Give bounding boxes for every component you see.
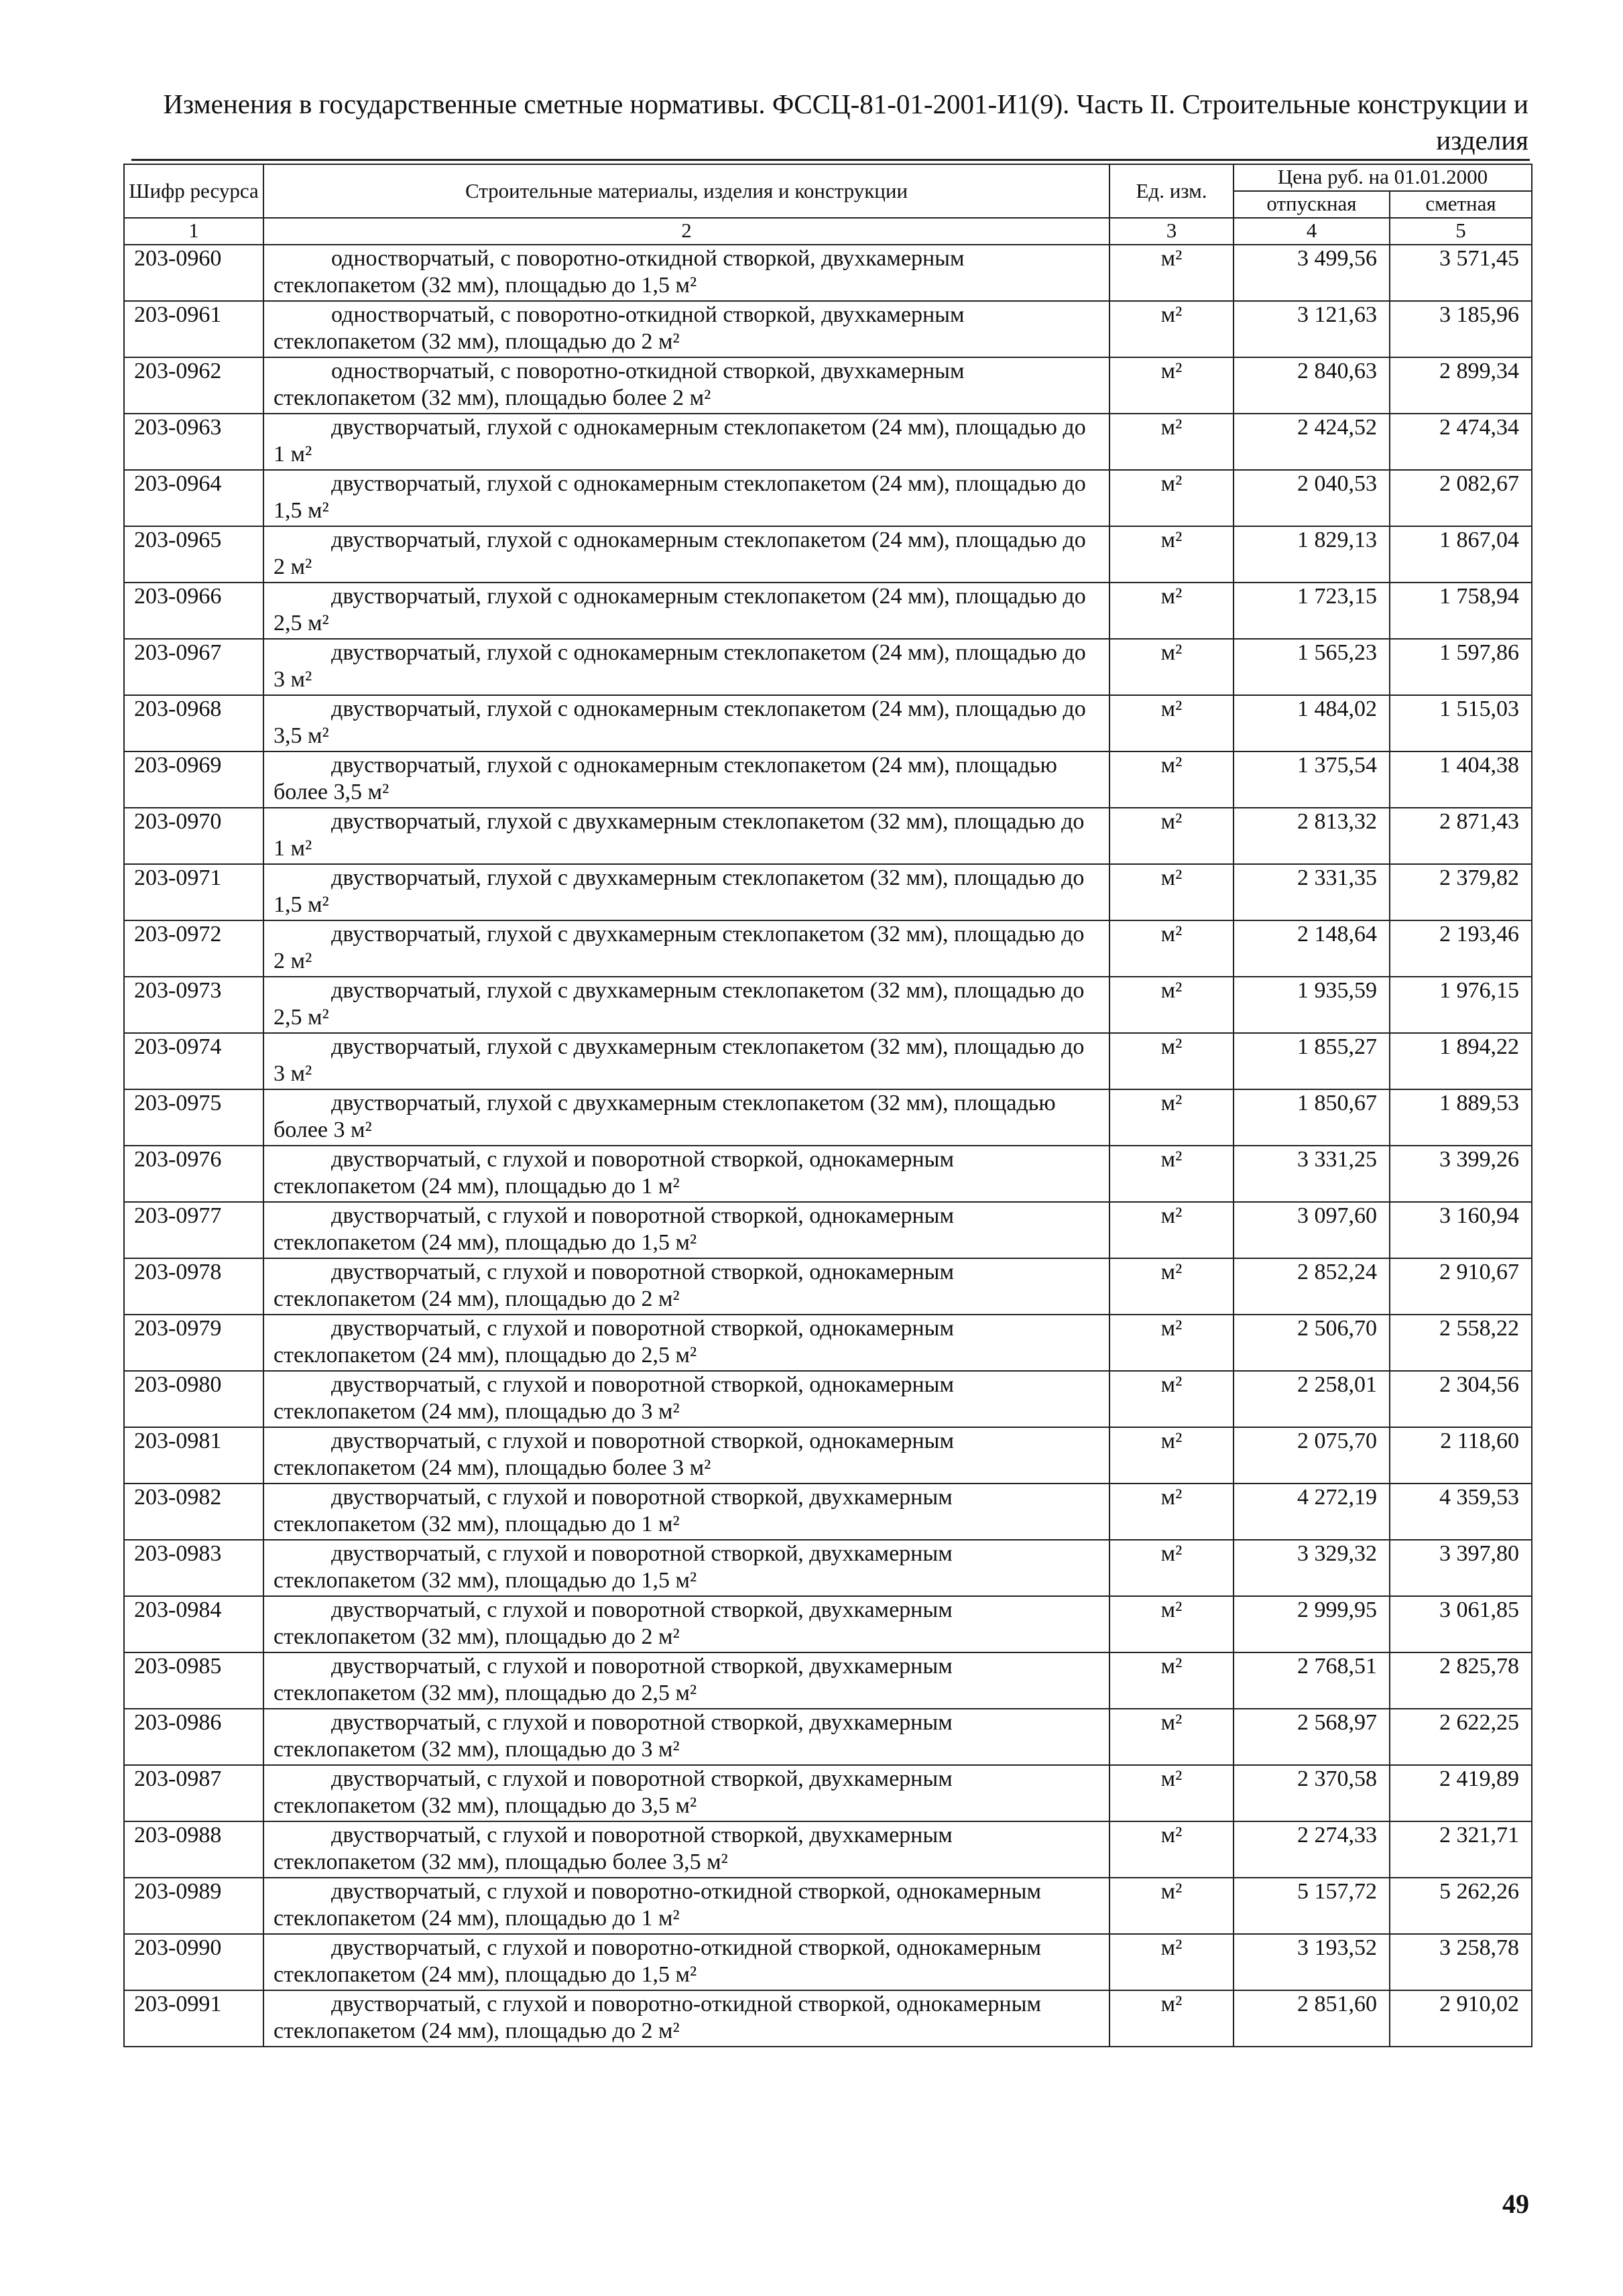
cell-release-price: 2 840,63 (1234, 357, 1390, 414)
table-row (124, 1033, 1532, 1089)
table-row (124, 1709, 1532, 1765)
cell-name (263, 1202, 1109, 1258)
cell-estimate-price: 1 889,53 (1390, 1089, 1532, 1146)
cell-estimate-price: 3 571,45 (1390, 245, 1532, 301)
item-description: двустворчатый, с глухой и поворотно-откидной створкой, однокамерным стеклопакетом (24 мм), площадью до 1 м² (274, 1879, 1041, 1931)
cell-unit: м² (1109, 1990, 1234, 2047)
cell-name (263, 639, 1109, 695)
cell-name (263, 526, 1109, 583)
cell-unit: м² (1109, 301, 1234, 357)
cell-release-price: 2 851,60 (1234, 1990, 1390, 2047)
table-row (124, 301, 1532, 357)
item-description: двустворчатый, с глухой и поворотно-откидной створкой, однокамерным стеклопакетом (24 мм), площадью до 2 м² (274, 1992, 1041, 2043)
cell-release-price: 2 852,24 (1234, 1258, 1390, 1315)
cell-code: 203-0980 (124, 1371, 263, 1427)
table-row (124, 583, 1532, 639)
document-header-title: Изменения в государственные сметные нормативы. ФССЦ-81-01-2001-И1(9). Часть II. Строительные конструкции и изделия (163, 88, 1528, 156)
item-description: двустворчатый, глухой с двухкамерным стеклопакетом (32 мм), площадью более 3 м² (274, 1091, 1056, 1142)
item-description: одностворчатый, с поворотно-откидной створкой, двухкамерным стеклопакетом (32 мм), площадью до 1,5 м² (274, 246, 965, 298)
cell-unit: м² (1109, 526, 1234, 583)
item-description: двустворчатый, глухой с однокамерным стеклопакетом (24 мм), площадью более 3,5 м² (274, 753, 1057, 804)
table-header-row (124, 164, 1532, 191)
item-description: двустворчатый, с глухой и поворотной створкой, однокамерным стеклопакетом (24 мм), площадью до 2,5 м² (274, 1316, 955, 1368)
cell-code: 203-0966 (124, 583, 263, 639)
cell-estimate-price: 3 160,94 (1390, 1202, 1532, 1258)
table-row (124, 920, 1532, 977)
cell-unit: м² (1109, 1821, 1234, 1878)
cell-release-price: 2 075,70 (1234, 1427, 1390, 1484)
cell-unit: м² (1109, 751, 1234, 808)
cell-code: 203-0979 (124, 1315, 263, 1371)
table-row (124, 1765, 1532, 1821)
cell-name (263, 977, 1109, 1033)
cell-release-price: 1 484,02 (1234, 695, 1390, 751)
cell-code: 203-0987 (124, 1765, 263, 1821)
cell-estimate-price: 2 910,02 (1390, 1990, 1532, 2047)
column-number: 4 (1234, 218, 1390, 245)
table-row (124, 1258, 1532, 1315)
column-number: 2 (263, 218, 1109, 245)
cell-unit: м² (1109, 1652, 1234, 1709)
cell-name (263, 1089, 1109, 1146)
cell-code: 203-0964 (124, 470, 263, 526)
table-row (124, 1596, 1532, 1652)
cell-name (263, 751, 1109, 808)
item-description: двустворчатый, с глухой и поворотной створкой, однокамерным стеклопакетом (24 мм), площадью до 1 м² (274, 1147, 955, 1199)
cell-estimate-price: 1 894,22 (1390, 1033, 1532, 1089)
cell-unit: м² (1109, 1709, 1234, 1765)
cell-code: 203-0989 (124, 1878, 263, 1934)
cell-estimate-price: 1 758,94 (1390, 583, 1532, 639)
table-row (124, 864, 1532, 920)
column-header-estimate-price: сметная (1390, 191, 1532, 218)
cell-unit: м² (1109, 1765, 1234, 1821)
cell-code: 203-0975 (124, 1089, 263, 1146)
cell-estimate-price: 4 359,53 (1390, 1484, 1532, 1540)
cell-name (263, 1934, 1109, 1990)
table-row (124, 1821, 1532, 1878)
cell-estimate-price: 2 082,67 (1390, 470, 1532, 526)
cell-unit: м² (1109, 920, 1234, 977)
cell-name (263, 470, 1109, 526)
cell-code: 203-0984 (124, 1596, 263, 1652)
cell-code: 203-0973 (124, 977, 263, 1033)
cell-estimate-price: 1 515,03 (1390, 695, 1532, 751)
item-description: двустворчатый, с глухой и поворотной створкой, двухкамерным стеклопакетом (32 мм), площадью более 3,5 м² (274, 1823, 953, 1874)
cell-release-price: 1 935,59 (1234, 977, 1390, 1033)
cell-name (263, 1258, 1109, 1315)
cell-code: 203-0972 (124, 920, 263, 977)
cell-unit: м² (1109, 1878, 1234, 1934)
cell-unit: м² (1109, 1596, 1234, 1652)
cell-unit: м² (1109, 470, 1234, 526)
item-description: двустворчатый, глухой с двухкамерным стеклопакетом (32 мм), площадью до 1 м² (274, 809, 1085, 861)
cell-estimate-price: 3 397,80 (1390, 1540, 1532, 1596)
cell-unit: м² (1109, 864, 1234, 920)
table-row (124, 1652, 1532, 1709)
cell-name (263, 1427, 1109, 1484)
item-description: двустворчатый, глухой с двухкамерным стеклопакетом (32 мм), площадью до 3 м² (274, 1034, 1085, 1086)
cell-estimate-price: 2 474,34 (1390, 414, 1532, 470)
cell-code: 203-0960 (124, 245, 263, 301)
table-row (124, 526, 1532, 583)
column-header-release-price: отпускная (1234, 191, 1390, 218)
item-description: одностворчатый, с поворотно-откидной створкой, двухкамерным стеклопакетом (32 мм), площадью более 2 м² (274, 359, 965, 410)
cell-code: 203-0986 (124, 1709, 263, 1765)
item-description: двустворчатый, глухой с двухкамерным стеклопакетом (32 мм), площадью до 1,5 м² (274, 865, 1085, 917)
table-row (124, 1990, 1532, 2047)
cell-code: 203-0985 (124, 1652, 263, 1709)
cell-code: 203-0988 (124, 1821, 263, 1878)
item-description: двустворчатый, глухой с однокамерным стеклопакетом (24 мм), площадью до 3 м² (274, 640, 1086, 692)
column-number: 5 (1390, 218, 1532, 245)
cell-name (263, 1371, 1109, 1427)
cell-estimate-price: 2 379,82 (1390, 864, 1532, 920)
cell-code: 203-0990 (124, 1934, 263, 1990)
item-description: двустворчатый, с глухой и поворотной створкой, однокамерным стеклопакетом (24 мм), площадью более 3 м² (274, 1429, 955, 1480)
table-row (124, 1878, 1532, 1934)
cell-release-price: 4 272,19 (1234, 1484, 1390, 1540)
table-row (124, 1934, 1532, 1990)
cell-name (263, 357, 1109, 414)
item-description: двустворчатый, с глухой и поворотной створкой, однокамерным стеклопакетом (24 мм), площадью до 3 м² (274, 1372, 955, 1424)
cell-estimate-price: 2 193,46 (1390, 920, 1532, 977)
cell-name (263, 808, 1109, 864)
table-row (124, 1371, 1532, 1427)
cell-estimate-price: 2 910,67 (1390, 1258, 1532, 1315)
table-row (124, 1202, 1532, 1258)
table-row (124, 1540, 1532, 1596)
table-row (124, 751, 1532, 808)
cell-estimate-price: 2 899,34 (1390, 357, 1532, 414)
table-body (124, 245, 1532, 2047)
cell-code: 203-0963 (124, 414, 263, 470)
cell-unit: м² (1109, 245, 1234, 301)
item-description: одностворчатый, с поворотно-откидной створкой, двухкамерным стеклопакетом (32 мм), площадью до 2 м² (274, 302, 965, 354)
column-header-code: Шифр ресурса (124, 164, 263, 218)
cell-release-price: 1 829,13 (1234, 526, 1390, 583)
cell-name (263, 864, 1109, 920)
cell-code: 203-0981 (124, 1427, 263, 1484)
cell-unit: м² (1109, 1427, 1234, 1484)
cell-release-price: 3 193,52 (1234, 1934, 1390, 1990)
price-table (123, 164, 1532, 2047)
item-description: двустворчатый, с глухой и поворотной створкой, двухкамерным стеклопакетом (32 мм), площадью до 1,5 м² (274, 1541, 953, 1593)
cell-estimate-price: 2 118,60 (1390, 1427, 1532, 1484)
item-description: двустворчатый, глухой с однокамерным стеклопакетом (24 мм), площадью до 1,5 м² (274, 471, 1086, 523)
cell-release-price: 3 331,25 (1234, 1146, 1390, 1202)
cell-name (263, 1765, 1109, 1821)
cell-estimate-price: 1 404,38 (1390, 751, 1532, 808)
cell-code: 203-0978 (124, 1258, 263, 1315)
header-divider (131, 159, 1530, 161)
cell-estimate-price: 1 597,86 (1390, 639, 1532, 695)
column-header-name: Строительные материалы, изделия и конструкции (263, 164, 1109, 218)
cell-code: 203-0970 (124, 808, 263, 864)
cell-code: 203-0982 (124, 1484, 263, 1540)
cell-release-price: 2 274,33 (1234, 1821, 1390, 1878)
cell-code: 203-0991 (124, 1990, 263, 2047)
cell-name (263, 414, 1109, 470)
cell-code: 203-0968 (124, 695, 263, 751)
cell-unit: м² (1109, 695, 1234, 751)
cell-unit: м² (1109, 639, 1234, 695)
table-row (124, 414, 1532, 470)
item-description: двустворчатый, с глухой и поворотной створкой, двухкамерным стеклопакетом (32 мм), площадью до 3,5 м² (274, 1766, 953, 1818)
cell-release-price: 3 499,56 (1234, 245, 1390, 301)
cell-code: 203-0961 (124, 301, 263, 357)
column-numbers-row (124, 218, 1532, 245)
cell-estimate-price: 2 321,71 (1390, 1821, 1532, 1878)
cell-release-price: 1 375,54 (1234, 751, 1390, 808)
cell-code: 203-0976 (124, 1146, 263, 1202)
cell-code: 203-0977 (124, 1202, 263, 1258)
cell-name (263, 1484, 1109, 1540)
cell-unit: м² (1109, 1540, 1234, 1596)
cell-unit: м² (1109, 414, 1234, 470)
cell-estimate-price: 1 867,04 (1390, 526, 1532, 583)
cell-name (263, 1315, 1109, 1371)
table-row (124, 1146, 1532, 1202)
cell-code: 203-0969 (124, 751, 263, 808)
cell-unit: м² (1109, 357, 1234, 414)
item-description: двустворчатый, глухой с однокамерным стеклопакетом (24 мм), площадью до 2,5 м² (274, 584, 1086, 636)
cell-name (263, 1652, 1109, 1709)
cell-release-price: 1 723,15 (1234, 583, 1390, 639)
cell-unit: м² (1109, 583, 1234, 639)
cell-release-price: 3 121,63 (1234, 301, 1390, 357)
cell-name (263, 1540, 1109, 1596)
table-row (124, 1089, 1532, 1146)
cell-unit: м² (1109, 1484, 1234, 1540)
column-header-price-group: Цена руб. на 01.01.2000 (1234, 164, 1532, 191)
cell-estimate-price: 2 871,43 (1390, 808, 1532, 864)
cell-release-price: 2 568,97 (1234, 1709, 1390, 1765)
item-description: двустворчатый, с глухой и поворотно-откидной створкой, однокамерным стеклопакетом (24 мм), площадью до 1,5 м² (274, 1935, 1041, 1987)
cell-release-price: 2 813,32 (1234, 808, 1390, 864)
cell-release-price: 2 424,52 (1234, 414, 1390, 470)
column-number: 3 (1109, 218, 1234, 245)
table-row (124, 977, 1532, 1033)
cell-unit: м² (1109, 1258, 1234, 1315)
cell-estimate-price: 3 399,26 (1390, 1146, 1532, 1202)
cell-release-price: 2 148,64 (1234, 920, 1390, 977)
table-row (124, 470, 1532, 526)
cell-unit: м² (1109, 1371, 1234, 1427)
cell-estimate-price: 3 258,78 (1390, 1934, 1532, 1990)
cell-estimate-price: 1 976,15 (1390, 977, 1532, 1033)
cell-code: 203-0967 (124, 639, 263, 695)
cell-unit: м² (1109, 1146, 1234, 1202)
cell-unit: м² (1109, 1033, 1234, 1089)
cell-name (263, 1146, 1109, 1202)
cell-release-price: 2 040,53 (1234, 470, 1390, 526)
item-description: двустворчатый, с глухой и поворотной створкой, двухкамерным стеклопакетом (32 мм), площадью до 3 м² (274, 1710, 953, 1762)
cell-unit: м² (1109, 1202, 1234, 1258)
item-description: двустворчатый, с глухой и поворотной створкой, однокамерным стеклопакетом (24 мм), площадью до 2 м² (274, 1260, 955, 1311)
item-description: двустворчатый, с глухой и поворотной створкой, двухкамерным стеклопакетом (32 мм), площадью до 2 м² (274, 1597, 953, 1649)
cell-name (263, 1709, 1109, 1765)
cell-release-price: 2 506,70 (1234, 1315, 1390, 1371)
cell-name (263, 695, 1109, 751)
cell-code: 203-0962 (124, 357, 263, 414)
cell-name (263, 1990, 1109, 2047)
item-description: двустворчатый, глухой с двухкамерным стеклопакетом (32 мм), площадью до 2 м² (274, 922, 1085, 973)
table-row (124, 639, 1532, 695)
cell-release-price: 3 097,60 (1234, 1202, 1390, 1258)
cell-release-price: 3 329,32 (1234, 1540, 1390, 1596)
table-row (124, 245, 1532, 301)
cell-unit: м² (1109, 1934, 1234, 1990)
cell-name (263, 583, 1109, 639)
cell-release-price: 5 157,72 (1234, 1878, 1390, 1934)
cell-unit: м² (1109, 1315, 1234, 1371)
cell-code: 203-0965 (124, 526, 263, 583)
cell-name (263, 301, 1109, 357)
item-description: двустворчатый, с глухой и поворотной створкой, двухкамерным стеклопакетом (32 мм), площадью до 1 м² (274, 1485, 953, 1536)
cell-name (263, 1878, 1109, 1934)
table-row (124, 357, 1532, 414)
cell-release-price: 2 370,58 (1234, 1765, 1390, 1821)
table-row (124, 808, 1532, 864)
cell-estimate-price: 2 558,22 (1390, 1315, 1532, 1371)
cell-release-price: 2 331,35 (1234, 864, 1390, 920)
cell-name (263, 245, 1109, 301)
item-description: двустворчатый, глухой с двухкамерным стеклопакетом (32 мм), площадью до 2,5 м² (274, 978, 1085, 1030)
cell-release-price: 2 999,95 (1234, 1596, 1390, 1652)
cell-name (263, 1821, 1109, 1878)
item-description: двустворчатый, глухой с однокамерным стеклопакетом (24 мм), площадью до 2 м² (274, 528, 1086, 579)
item-description: двустворчатый, с глухой и поворотной створкой, двухкамерным стеклопакетом (32 мм), площадью до 2,5 м² (274, 1654, 953, 1705)
cell-code: 203-0971 (124, 864, 263, 920)
cell-estimate-price: 2 304,56 (1390, 1371, 1532, 1427)
cell-unit: м² (1109, 1089, 1234, 1146)
cell-estimate-price: 5 262,26 (1390, 1878, 1532, 1934)
table-row (124, 1484, 1532, 1540)
page-number: 49 (1502, 2189, 1529, 2219)
cell-unit: м² (1109, 977, 1234, 1033)
cell-unit: м² (1109, 808, 1234, 864)
cell-name (263, 920, 1109, 977)
cell-release-price: 2 258,01 (1234, 1371, 1390, 1427)
cell-release-price: 2 768,51 (1234, 1652, 1390, 1709)
cell-estimate-price: 2 825,78 (1390, 1652, 1532, 1709)
cell-code: 203-0974 (124, 1033, 263, 1089)
table-row (124, 1315, 1532, 1371)
column-header-unit: Ед. изм. (1109, 164, 1234, 218)
table-row (124, 695, 1532, 751)
item-description: двустворчатый, глухой с однокамерным стеклопакетом (24 мм), площадью до 3,5 м² (274, 697, 1086, 748)
cell-name (263, 1033, 1109, 1089)
column-number: 1 (124, 218, 263, 245)
item-description: двустворчатый, с глухой и поворотной створкой, однокамерным стеклопакетом (24 мм), площадью до 1,5 м² (274, 1203, 955, 1255)
cell-estimate-price: 2 419,89 (1390, 1765, 1532, 1821)
table-row (124, 1427, 1532, 1484)
cell-release-price: 1 565,23 (1234, 639, 1390, 695)
cell-release-price: 1 855,27 (1234, 1033, 1390, 1089)
cell-code: 203-0983 (124, 1540, 263, 1596)
item-description: двустворчатый, глухой с однокамерным стеклопакетом (24 мм), площадью до 1 м² (274, 415, 1086, 467)
cell-estimate-price: 2 622,25 (1390, 1709, 1532, 1765)
cell-release-price: 1 850,67 (1234, 1089, 1390, 1146)
cell-name (263, 1596, 1109, 1652)
cell-estimate-price: 3 061,85 (1390, 1596, 1532, 1652)
cell-estimate-price: 3 185,96 (1390, 301, 1532, 357)
